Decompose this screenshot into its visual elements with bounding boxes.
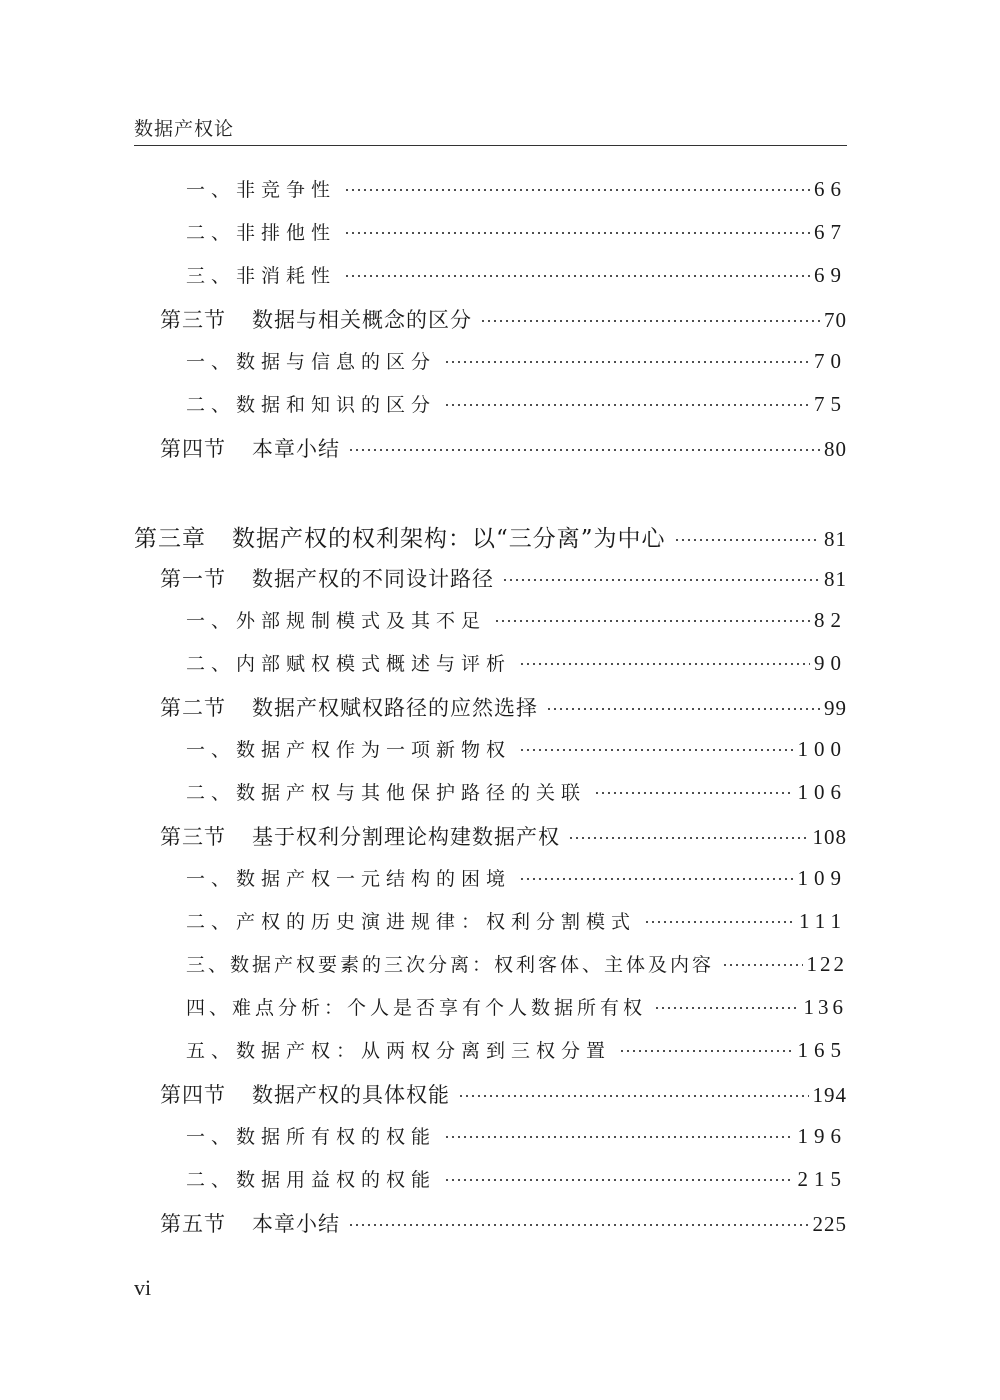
toc-entry-page: 90 [814, 651, 847, 675]
toc-entry-page: 106 [797, 780, 847, 804]
toc-entry-title: 一、外部规制模式及其不足 [186, 610, 487, 632]
dot-leader [519, 877, 793, 881]
toc-entry-page: 69 [814, 263, 847, 287]
toc-chapter-title: 数据产权的权利架构：以“三分离”为中心 [232, 526, 666, 552]
toc-section-entry[interactable] [160, 433, 847, 469]
dot-leader [619, 1049, 793, 1053]
toc-section-entry[interactable] [160, 1208, 847, 1244]
toc-section-label: 第三节 [160, 825, 226, 849]
toc-entry[interactable] [186, 950, 847, 986]
toc-entry-title: 四、难点分析：个人是否享有个人数据所有权 [186, 997, 647, 1019]
toc-section-title: 数据产权的具体权能 [252, 1083, 450, 1107]
toc-entry[interactable] [186, 390, 847, 426]
dot-leader [519, 662, 810, 666]
dot-leader [344, 231, 810, 235]
toc-entry-page: 111 [799, 909, 847, 933]
toc-entry-page: 81 [824, 527, 847, 551]
toc-entry-page: 225 [812, 1212, 847, 1236]
dot-leader [546, 707, 820, 711]
toc-section-label: 第一节 [160, 567, 226, 591]
toc-entry[interactable] [186, 778, 847, 814]
toc-section-label: 第四节 [160, 1083, 226, 1107]
dot-leader [644, 920, 795, 924]
toc-entry-page: 99 [824, 696, 847, 720]
dot-leader [344, 274, 810, 278]
toc-entry[interactable] [186, 1036, 847, 1072]
toc-entry-page: 194 [812, 1083, 847, 1107]
dot-leader [458, 1094, 809, 1098]
toc-entry-title: 一、数据产权一元结构的困境 [186, 868, 512, 890]
toc-entry-page: 196 [797, 1124, 847, 1148]
toc-entry[interactable] [186, 864, 847, 900]
toc-entry-title: 三、数据产权要素的三次分离：权利客体、主体及内容 [186, 954, 715, 976]
toc-entry-title: 二、内部赋权模式概述与评析 [186, 653, 512, 675]
toc-entry-page: 66 [814, 177, 847, 201]
toc-entry-page: 100 [797, 737, 847, 761]
toc-entry[interactable] [186, 218, 847, 254]
toc-chapter-label: 第三章 [134, 526, 206, 552]
toc-section-title: 数据产权的不同设计路径 [252, 567, 494, 591]
toc-entry-title: 二、数据和知识的区分 [186, 394, 437, 416]
toc-entry[interactable] [186, 735, 847, 771]
toc-entry-title: 二、非排他性 [186, 222, 337, 244]
dot-leader [344, 188, 810, 192]
toc-entry-page: 67 [814, 220, 847, 244]
dot-leader [519, 748, 793, 752]
toc-section-label: 第三节 [160, 308, 226, 332]
toc-entry[interactable] [186, 347, 847, 383]
running-header: 数据产权论 [134, 118, 235, 140]
toc-section-title: 基于权利分割理论构建数据产权 [252, 825, 560, 849]
toc-entry-title: 一、数据与信息的区分 [186, 351, 437, 373]
toc-section-title: 数据与相关概念的区分 [252, 308, 472, 332]
toc-section-label: 第四节 [160, 437, 226, 461]
toc-entry-title: 五、数据产权：从两权分离到三权分置 [186, 1040, 612, 1062]
toc-entry-page: 215 [797, 1167, 847, 1191]
toc-entry-title: 二、数据用益权的权能 [186, 1169, 437, 1191]
toc-section-entry[interactable] [160, 304, 847, 340]
toc-section-entry[interactable] [160, 1079, 847, 1115]
toc-entry-page: 82 [814, 608, 847, 632]
dot-leader [502, 578, 820, 582]
toc-entry-title: 三、非消耗性 [186, 265, 337, 287]
dot-leader [722, 963, 802, 967]
toc-entry-title: 一、数据所有权的权能 [186, 1126, 437, 1148]
toc-entry-page: 70 [824, 308, 847, 332]
toc-entry-page: 70 [814, 349, 847, 373]
toc-entry-page: 122 [806, 952, 847, 976]
toc-entry-title: 二、产权的历史演进规律：权利分割模式 [186, 911, 637, 933]
dot-leader [654, 1006, 799, 1010]
toc-entry-page: 75 [814, 392, 847, 416]
toc-entry-page: 165 [797, 1038, 847, 1062]
toc-section-entry[interactable] [160, 821, 847, 857]
dot-leader [674, 538, 820, 542]
dot-leader [348, 448, 820, 452]
toc-section-entry[interactable] [160, 563, 847, 599]
toc-section-label: 第二节 [160, 696, 226, 720]
toc-chapter-entry[interactable] [134, 520, 847, 556]
toc-entry-page: 136 [803, 995, 847, 1019]
dot-leader [444, 1178, 793, 1182]
dot-leader [444, 403, 810, 407]
toc-section-label: 第五节 [160, 1212, 226, 1236]
toc-section-title: 本章小结 [252, 1212, 340, 1236]
toc-entry-title: 一、数据产权作为一项新物权 [186, 739, 512, 761]
toc-section-title: 数据产权赋权路径的应然选择 [252, 696, 538, 720]
dot-leader [480, 319, 820, 323]
toc-section-title: 本章小结 [252, 437, 340, 461]
toc-section-entry[interactable] [160, 692, 847, 728]
toc-entry-title: 二、数据产权与其他保护路径的关联 [186, 782, 587, 804]
toc-entry-page: 109 [797, 866, 847, 890]
toc-entry[interactable] [186, 907, 847, 943]
dot-leader [594, 791, 793, 795]
toc-entry[interactable] [186, 261, 847, 297]
dot-leader [444, 360, 810, 364]
toc-entry[interactable] [186, 649, 847, 685]
toc-entry-page: 108 [812, 825, 847, 849]
toc-entry[interactable] [186, 175, 847, 211]
toc-entry-page: 81 [824, 567, 847, 591]
toc-entry-title: 一、非竞争性 [186, 179, 337, 201]
toc-entry[interactable] [186, 993, 847, 1029]
dot-leader [444, 1135, 793, 1139]
toc-entry[interactable] [186, 1122, 847, 1158]
dot-leader [568, 836, 809, 840]
toc-entry[interactable] [186, 606, 847, 642]
dot-leader [494, 619, 810, 623]
dot-leader [348, 1223, 809, 1227]
toc-entry-page: 80 [824, 437, 847, 461]
page-number: vi [134, 1275, 152, 1300]
toc-entry[interactable] [186, 1165, 847, 1201]
